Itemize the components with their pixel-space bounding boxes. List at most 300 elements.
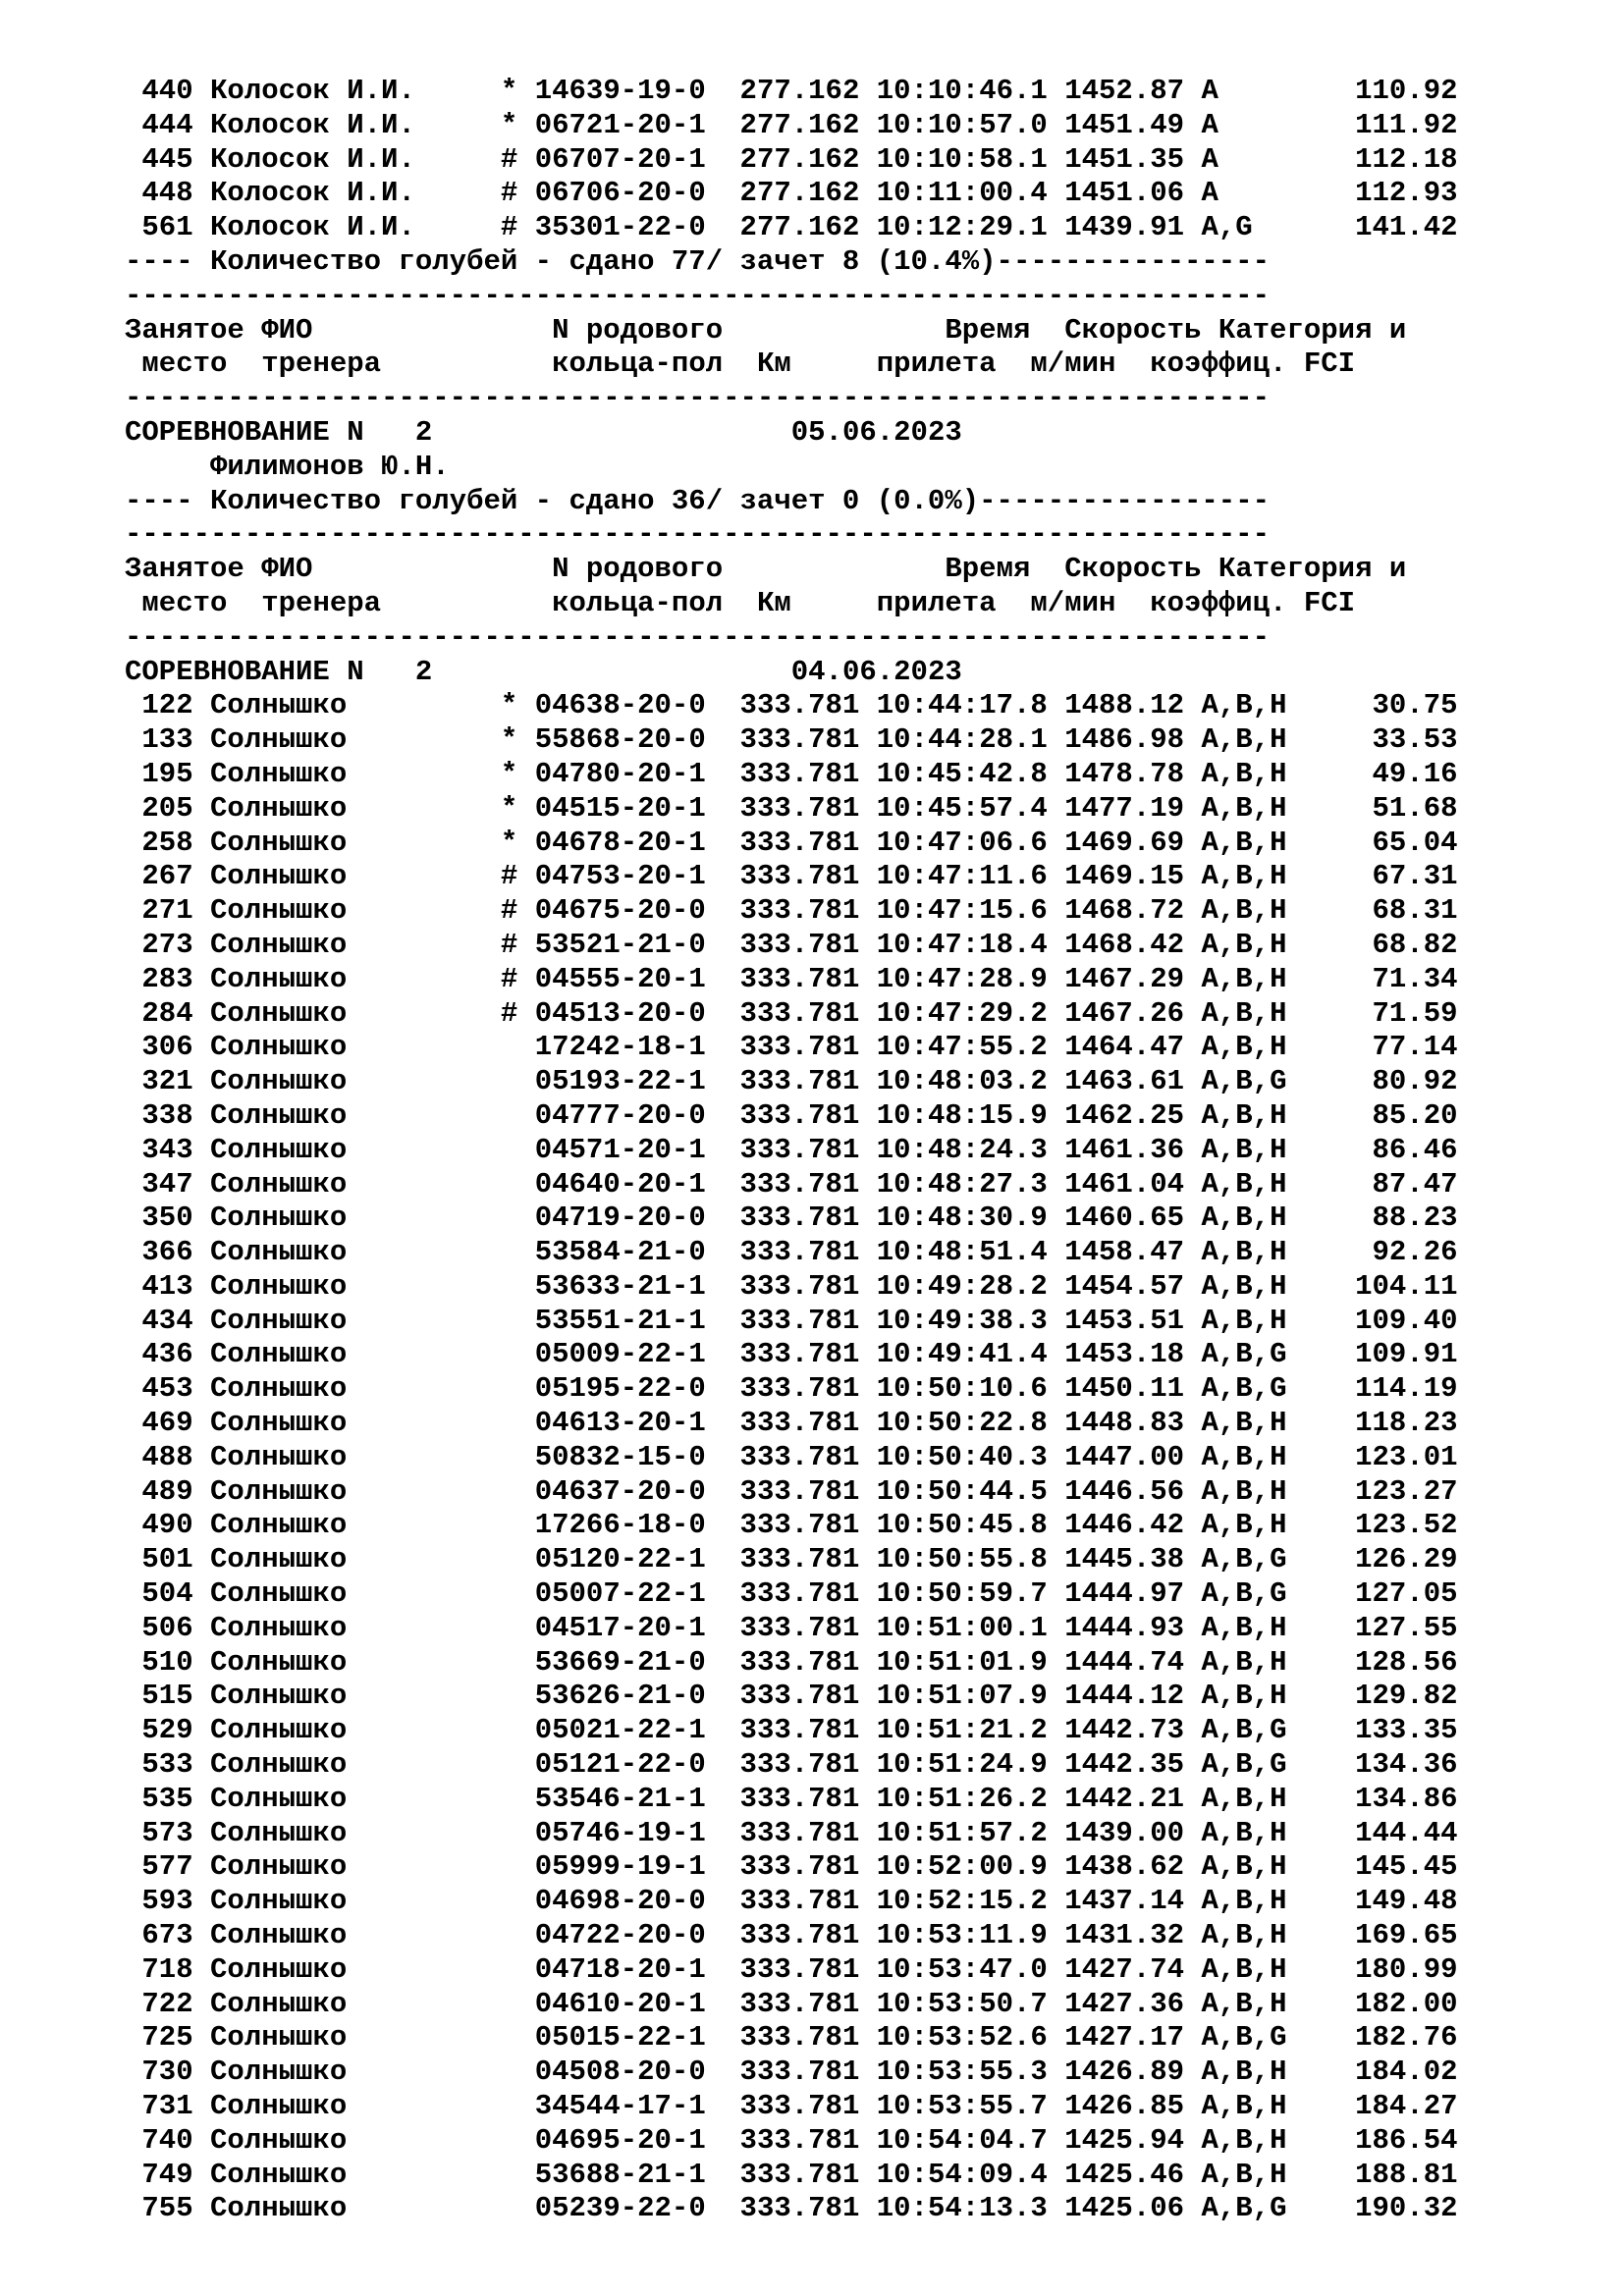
ring-cell: 04698-20-0 — [534, 1885, 706, 1918]
header-trainer-2: тренера — [261, 586, 553, 619]
coefficient-cell: 109.91 — [1303, 1338, 1458, 1371]
category-cell: A,B,H — [1201, 1987, 1287, 2020]
separator-line: ------------------------------------------------------------------- — [125, 518, 1270, 552]
trainer-cell: Солнышко — [210, 1645, 501, 1679]
km-cell: 333.781 — [739, 1919, 860, 1952]
category-cell: A,B,H — [1201, 1304, 1287, 1337]
mark-cell — [501, 1509, 535, 1541]
km-cell: 333.781 — [739, 1133, 860, 1166]
mark-cell — [501, 1680, 535, 1712]
coefficient-cell: 169.65 — [1303, 1919, 1458, 1952]
speed-cell: 1425.06 — [1064, 2192, 1185, 2225]
arrival-time-cell: 10:48:27.3 — [876, 1167, 1048, 1201]
arrival-time-cell: 10:54:09.4 — [876, 2158, 1048, 2191]
km-cell: 333.781 — [739, 1952, 860, 1986]
place-cell: 731 — [125, 2090, 193, 2123]
coefficient-cell: 184.27 — [1303, 2090, 1458, 2123]
table-row — [125, 1577, 1458, 1612]
competition-heading — [125, 416, 1458, 451]
arrival-time-cell: 10:45:57.4 — [876, 791, 1048, 825]
speed-cell: 1446.42 — [1064, 1509, 1185, 1542]
ring-cell: 05746-19-1 — [534, 1816, 706, 1849]
ring-cell: 05007-22-1 — [534, 1577, 706, 1611]
header-place: Занятое — [125, 553, 262, 586]
arrival-time-cell: 10:47:55.2 — [876, 1031, 1048, 1064]
coefficient-cell: 141.42 — [1303, 211, 1458, 244]
mark-cell: # — [500, 894, 535, 928]
place-cell: 271 — [125, 894, 193, 928]
trainer-name: Филимонов Ю.Н. — [210, 450, 450, 483]
table-header-row-1 — [125, 553, 1458, 587]
speed-cell: 1450.11 — [1064, 1372, 1185, 1406]
mark-cell — [501, 1919, 535, 1951]
speed-cell: 1486.98 — [1064, 723, 1185, 757]
coefficient-cell: 182.00 — [1303, 1987, 1458, 2020]
speed-cell: 1442.73 — [1064, 1714, 1185, 1747]
table-row — [125, 1612, 1458, 1646]
category-cell: A,B,G — [1201, 1714, 1287, 1747]
coefficient-cell: 134.86 — [1303, 1782, 1458, 1815]
speed-cell: 1460.65 — [1064, 1201, 1185, 1235]
speed-cell: 1439.00 — [1064, 1816, 1185, 1849]
mark-cell — [501, 1099, 535, 1132]
trainer-cell: Колосок И.И. — [210, 75, 501, 107]
header-km: Км — [756, 347, 791, 381]
header-category: Категория и — [1218, 313, 1407, 347]
km-cell: 333.781 — [739, 2158, 860, 2191]
category-cell: A — [1201, 142, 1287, 176]
arrival-time-cell: 10:50:45.8 — [876, 1509, 1048, 1542]
arrival-time-cell: 10:49:38.3 — [876, 1304, 1048, 1337]
speed-cell: 1467.26 — [1064, 996, 1185, 1030]
coefficient-cell: 33.53 — [1303, 723, 1458, 757]
coefficient-cell: 71.34 — [1303, 962, 1458, 995]
summary-line: ---- Количество голубей - сдано 77/ зачет 8 (10.4%)---------------- — [125, 244, 1270, 278]
arrival-time-cell: 10:54:04.7 — [876, 2123, 1048, 2157]
speed-cell: 1463.61 — [1064, 1065, 1185, 1098]
coefficient-cell: 144.44 — [1303, 1816, 1458, 1849]
mark-cell — [501, 2056, 535, 2088]
table-row — [125, 1134, 1458, 1168]
arrival-time-cell: 10:51:26.2 — [876, 1782, 1048, 1815]
coefficient-cell: 127.05 — [1303, 1577, 1458, 1611]
speed-cell: 1444.93 — [1064, 1611, 1185, 1644]
mark-cell — [501, 1372, 535, 1405]
mark-cell: # — [500, 142, 535, 176]
ring-cell: 17242-18-1 — [534, 1031, 706, 1064]
km-cell: 333.781 — [739, 1201, 860, 1235]
coefficient-cell: 49.16 — [1303, 757, 1458, 790]
category-cell: A,B,G — [1201, 1543, 1287, 1576]
mark-cell — [501, 1612, 535, 1644]
km-cell: 333.781 — [739, 791, 860, 825]
speed-cell: 1448.83 — [1064, 1407, 1185, 1440]
place-cell: 469 — [125, 1407, 193, 1440]
km-cell: 333.781 — [739, 2123, 860, 2157]
trainer-cell: Солнышко — [210, 757, 501, 790]
coefficient-cell: 112.18 — [1303, 142, 1458, 176]
table-row — [125, 1988, 1458, 2022]
header-speed-2: м/мин — [1030, 586, 1116, 619]
ring-cell: 05121-22-0 — [534, 1748, 706, 1782]
category-cell: A,B,H — [1201, 1236, 1287, 1269]
coefficient-cell: 145.45 — [1303, 1850, 1458, 1884]
place-cell: 453 — [125, 1372, 193, 1406]
km-cell: 333.781 — [739, 1816, 860, 1849]
place-cell: 561 — [125, 211, 193, 244]
header-category: Категория и — [1218, 553, 1407, 586]
category-cell: A,G — [1201, 211, 1287, 244]
coefficient-cell: 118.23 — [1303, 1407, 1458, 1440]
coefficient-cell: 180.99 — [1303, 1952, 1458, 1986]
category-cell: A,B,G — [1201, 2192, 1287, 2225]
ring-cell: 04610-20-1 — [534, 1987, 706, 2020]
ring-cell: 34544-17-1 — [534, 2090, 706, 2123]
ring-cell: 06707-20-1 — [534, 142, 706, 176]
arrival-time-cell: 10:47:15.6 — [876, 894, 1048, 928]
category-cell: A,B,H — [1201, 1680, 1287, 1713]
trainer-cell: Солнышко — [210, 1269, 501, 1303]
trainer-cell: Солнышко — [210, 1407, 501, 1440]
km-cell: 333.781 — [739, 1987, 860, 2020]
ring-cell: 04678-20-1 — [534, 826, 706, 859]
trainer-cell: Солнышко — [210, 1714, 501, 1747]
place-cell: 506 — [125, 1611, 193, 1644]
summary-line: ---- Количество голубей - сдано 36/ зачет 0 (0.0%)----------------- — [125, 484, 1271, 517]
table-row — [125, 211, 1458, 245]
category-cell: A,B,H — [1201, 1645, 1287, 1679]
category-cell: A,B,H — [1201, 1133, 1287, 1166]
category-cell: A,B,H — [1201, 1407, 1287, 1440]
speed-cell: 1453.18 — [1064, 1338, 1185, 1371]
table-row — [125, 1099, 1458, 1134]
table-row — [125, 1441, 1458, 1475]
km-cell: 333.781 — [739, 1440, 860, 1473]
place-cell: 529 — [125, 1714, 193, 1747]
place-cell: 515 — [125, 1680, 193, 1713]
coefficient-cell: 149.48 — [1303, 1885, 1458, 1918]
header-ring-2: кольца-пол — [552, 347, 757, 381]
table-row — [125, 1065, 1458, 1099]
speed-cell: 1454.57 — [1064, 1269, 1185, 1303]
coefficient-cell: 123.01 — [1303, 1440, 1458, 1473]
mark-cell — [501, 1134, 535, 1166]
summary-text: Количество голубей - сдано 36/ зачет 0 (0.0%) — [210, 484, 980, 517]
place-cell: 338 — [125, 1098, 193, 1132]
category-cell: A,B,H — [1201, 2123, 1287, 2157]
coefficient-cell: 111.92 — [1303, 108, 1458, 141]
ring-cell: 04513-20-0 — [534, 996, 706, 1030]
km-cell: 277.162 — [739, 75, 860, 107]
mark-cell: # — [500, 928, 535, 961]
km-cell: 333.781 — [739, 1031, 860, 1064]
coefficient-cell: 133.35 — [1303, 1714, 1458, 1747]
trainer-cell: Солнышко — [210, 1372, 501, 1406]
arrival-time-cell: 10:49:41.4 — [876, 1338, 1048, 1371]
coefficient-cell: 109.40 — [1303, 1304, 1458, 1337]
ring-cell: 04515-20-1 — [534, 791, 706, 825]
arrival-time-cell: 10:53:52.6 — [876, 2021, 1048, 2055]
place-cell: 510 — [125, 1645, 193, 1679]
speed-cell: 1444.12 — [1064, 1680, 1185, 1713]
speed-cell: 1469.15 — [1064, 860, 1185, 893]
header-time: Время — [910, 553, 1031, 586]
place-cell: 444 — [125, 108, 193, 141]
coefficient-cell: 134.36 — [1303, 1748, 1458, 1782]
mark-cell — [501, 1988, 535, 2020]
table-row — [125, 1748, 1458, 1783]
ring-cell: 04640-20-1 — [534, 1167, 706, 1201]
km-cell: 333.781 — [739, 1509, 860, 1542]
mark-cell — [501, 1065, 535, 1097]
trainer-cell: Солнышко — [210, 962, 501, 995]
place-cell: 434 — [125, 1304, 193, 1337]
speed-cell: 1427.17 — [1064, 2021, 1185, 2055]
mark-cell — [501, 1783, 535, 1815]
place-cell: 722 — [125, 1987, 193, 2020]
ring-cell: 53633-21-1 — [534, 1269, 706, 1303]
ring-cell: 50832-15-0 — [534, 1440, 706, 1473]
coefficient-cell: 129.82 — [1303, 1680, 1458, 1713]
ring-cell: 06721-20-1 — [534, 108, 706, 141]
mark-cell — [501, 1714, 535, 1746]
header-time-2: прилета — [876, 586, 997, 619]
category-cell: A,B,H — [1201, 1952, 1287, 1986]
category-cell: A — [1201, 108, 1287, 141]
mark-cell — [501, 1201, 535, 1234]
km-cell: 333.781 — [739, 1098, 860, 1132]
ring-cell: 04780-20-1 — [534, 757, 706, 790]
competition-heading — [125, 656, 1458, 690]
mark-cell: # — [500, 211, 535, 244]
ring-cell: 04675-20-0 — [534, 894, 706, 928]
place-cell: 267 — [125, 860, 193, 893]
mark-cell — [501, 1817, 535, 1849]
category-cell: A,B,H — [1201, 1816, 1287, 1849]
category-cell: A,B,H — [1201, 791, 1287, 825]
trainer-cell: Колосок И.И. — [210, 142, 501, 176]
category-cell: A — [1201, 177, 1287, 210]
trainer-cell: Солнышко — [210, 996, 501, 1030]
arrival-time-cell: 10:11:00.4 — [876, 177, 1048, 210]
speed-cell: 1478.78 — [1064, 757, 1185, 790]
km-cell: 333.781 — [739, 1338, 860, 1371]
speed-cell: 1425.94 — [1064, 2123, 1185, 2157]
competition-title: СОРЕВНОВАНИЕ N 2 — [125, 655, 433, 688]
category-cell: A,B,G — [1201, 1338, 1287, 1371]
trainer-cell: Солнышко — [210, 826, 501, 859]
ring-cell: 05009-22-1 — [534, 1338, 706, 1371]
place-cell: 533 — [125, 1748, 193, 1782]
arrival-time-cell: 10:48:24.3 — [876, 1133, 1048, 1166]
km-cell: 333.781 — [739, 1065, 860, 1098]
header-speed: Скорость — [1064, 313, 1202, 347]
table-row — [125, 2159, 1458, 2193]
table-row — [125, 1919, 1458, 1953]
mark-cell — [501, 1031, 535, 1063]
arrival-time-cell: 10:47:06.6 — [876, 826, 1048, 859]
mark-cell — [501, 1270, 535, 1303]
trainer-cell: Солнышко — [210, 2158, 501, 2191]
header-category-2: коэффиц. FCI — [1150, 347, 1356, 381]
header-time: Время — [910, 313, 1031, 347]
header-category-2: коэффиц. FCI — [1150, 586, 1356, 619]
header-km: Км — [756, 586, 791, 619]
speed-cell: 1447.00 — [1064, 1440, 1185, 1473]
speed-cell: 1442.35 — [1064, 1748, 1185, 1782]
km-cell: 333.781 — [739, 928, 860, 961]
category-cell: A,B,H — [1201, 1440, 1287, 1473]
km-cell: 333.781 — [739, 1474, 860, 1508]
arrival-time-cell: 10:44:17.8 — [876, 689, 1048, 722]
table-row — [125, 1372, 1458, 1407]
arrival-time-cell: 10:48:30.9 — [876, 1201, 1048, 1235]
category-cell: A,B,H — [1201, 1885, 1287, 1918]
speed-cell: 1444.74 — [1064, 1645, 1185, 1679]
place-cell: 488 — [125, 1440, 193, 1473]
table-row — [125, 1646, 1458, 1681]
trainer-cell: Солнышко — [210, 1065, 501, 1098]
coefficient-cell: 112.93 — [1303, 177, 1458, 210]
mark-cell: # — [500, 860, 535, 893]
km-cell: 333.781 — [739, 1167, 860, 1201]
table-row — [125, 1236, 1458, 1270]
km-cell: 333.781 — [739, 1304, 860, 1337]
place-cell: 448 — [125, 177, 193, 210]
place-cell: 504 — [125, 1577, 193, 1611]
speed-cell: 1461.04 — [1064, 1167, 1185, 1201]
km-cell: 333.781 — [739, 1269, 860, 1303]
coefficient-cell: 104.11 — [1303, 1269, 1458, 1303]
table-row — [125, 2056, 1458, 2090]
mark-cell — [501, 1338, 535, 1370]
table-row — [125, 1305, 1458, 1339]
arrival-time-cell: 10:47:28.9 — [876, 962, 1048, 995]
mark-cell — [501, 1305, 535, 1337]
table-row — [125, 75, 1458, 109]
competition-date: 04.06.2023 — [790, 655, 962, 688]
coefficient-cell: 87.47 — [1303, 1167, 1458, 1201]
place-cell: 122 — [125, 689, 193, 722]
place-cell: 445 — [125, 142, 193, 176]
mark-cell: * — [500, 689, 535, 722]
trainer-cell: Солнышко — [210, 689, 501, 722]
trainer-cell: Колосок И.И. — [210, 211, 501, 244]
km-cell: 277.162 — [739, 211, 860, 244]
coefficient-cell: 123.52 — [1303, 1509, 1458, 1542]
speed-cell: 1451.35 — [1064, 142, 1185, 176]
arrival-time-cell: 10:51:07.9 — [876, 1680, 1048, 1713]
table-row — [125, 109, 1458, 143]
category-cell: A,B,H — [1201, 860, 1287, 893]
mark-cell — [501, 2159, 535, 2191]
category-cell: A,B,H — [1201, 1269, 1287, 1303]
coefficient-cell: 92.26 — [1303, 1236, 1458, 1269]
category-cell: A — [1201, 75, 1287, 107]
table-row — [125, 1783, 1458, 1817]
km-cell: 333.781 — [739, 962, 860, 995]
table-row — [125, 2090, 1458, 2124]
trainer-cell: Колосок И.И. — [210, 108, 501, 141]
speed-cell: 1445.38 — [1064, 1543, 1185, 1576]
coefficient-cell: 68.82 — [1303, 928, 1458, 961]
table-row — [125, 860, 1458, 894]
ring-cell: 04638-20-0 — [534, 689, 706, 722]
arrival-time-cell: 10:50:22.8 — [876, 1407, 1048, 1440]
coefficient-cell: 114.19 — [1303, 1372, 1458, 1406]
km-cell: 333.781 — [739, 2021, 860, 2055]
table-row — [125, 1338, 1458, 1372]
km-cell: 333.781 — [739, 1407, 860, 1440]
table-row — [125, 827, 1458, 861]
speed-cell: 1462.25 — [1064, 1098, 1185, 1132]
trainer-cell: Солнышко — [210, 1782, 501, 1815]
category-cell: A,B,H — [1201, 689, 1287, 722]
arrival-time-cell: 10:53:11.9 — [876, 1919, 1048, 1952]
ring-cell: 04555-20-1 — [534, 962, 706, 995]
arrival-time-cell: 10:48:03.2 — [876, 1065, 1048, 1098]
table-header-row-1 — [125, 314, 1458, 348]
arrival-time-cell: 10:52:00.9 — [876, 1850, 1048, 1884]
category-cell: A,B,H — [1201, 1611, 1287, 1644]
ring-cell: 05015-22-1 — [534, 2021, 706, 2055]
km-cell: 333.781 — [739, 689, 860, 722]
speed-cell: 1468.72 — [1064, 894, 1185, 928]
km-cell: 333.781 — [739, 2192, 860, 2225]
speed-cell: 1464.47 — [1064, 1031, 1185, 1064]
mark-cell — [501, 2090, 535, 2122]
place-cell: 577 — [125, 1850, 193, 1884]
arrival-time-cell: 10:53:55.3 — [876, 2056, 1048, 2089]
trainer-cell: Солнышко — [210, 1098, 501, 1132]
trainer-cell: Колосок И.И. — [210, 177, 501, 210]
table-row — [125, 758, 1458, 792]
coefficient-cell: 51.68 — [1303, 791, 1458, 825]
speed-cell: 1488.12 — [1064, 689, 1185, 722]
trainer-cell: Солнышко — [210, 1509, 501, 1542]
mark-cell — [501, 2192, 535, 2224]
category-cell: A,B,H — [1201, 1919, 1287, 1952]
place-cell: 740 — [125, 2123, 193, 2157]
mark-cell — [501, 1646, 535, 1679]
speed-cell: 1439.91 — [1064, 211, 1185, 244]
header-time-2: прилета — [876, 347, 997, 381]
category-cell: A,B,H — [1201, 996, 1287, 1030]
mark-cell: * — [500, 826, 535, 859]
speed-cell: 1477.19 — [1064, 791, 1185, 825]
header-place-2: место — [125, 347, 262, 381]
km-cell: 333.781 — [739, 2090, 860, 2123]
arrival-time-cell: 10:51:00.1 — [876, 1611, 1048, 1644]
speed-cell: 1467.29 — [1064, 962, 1185, 995]
mark-cell — [501, 1543, 535, 1575]
table-row — [125, 1850, 1458, 1885]
speed-cell: 1451.06 — [1064, 177, 1185, 210]
coefficient-cell: 30.75 — [1303, 689, 1458, 722]
arrival-time-cell: 10:10:57.0 — [876, 108, 1048, 141]
category-cell: A,B,H — [1201, 1474, 1287, 1508]
arrival-time-cell: 10:50:55.8 — [876, 1543, 1048, 1576]
category-cell: A,B,G — [1201, 1372, 1287, 1406]
km-cell: 333.781 — [739, 996, 860, 1030]
trainer-cell: Солнышко — [210, 1680, 501, 1713]
arrival-time-cell: 10:47:18.4 — [876, 928, 1048, 961]
category-cell: A,B,H — [1201, 826, 1287, 859]
trainer-cell: Солнышко — [210, 1543, 501, 1576]
km-cell: 333.781 — [739, 1372, 860, 1406]
km-cell: 333.781 — [739, 1543, 860, 1576]
arrival-time-cell: 10:44:28.1 — [876, 723, 1048, 757]
